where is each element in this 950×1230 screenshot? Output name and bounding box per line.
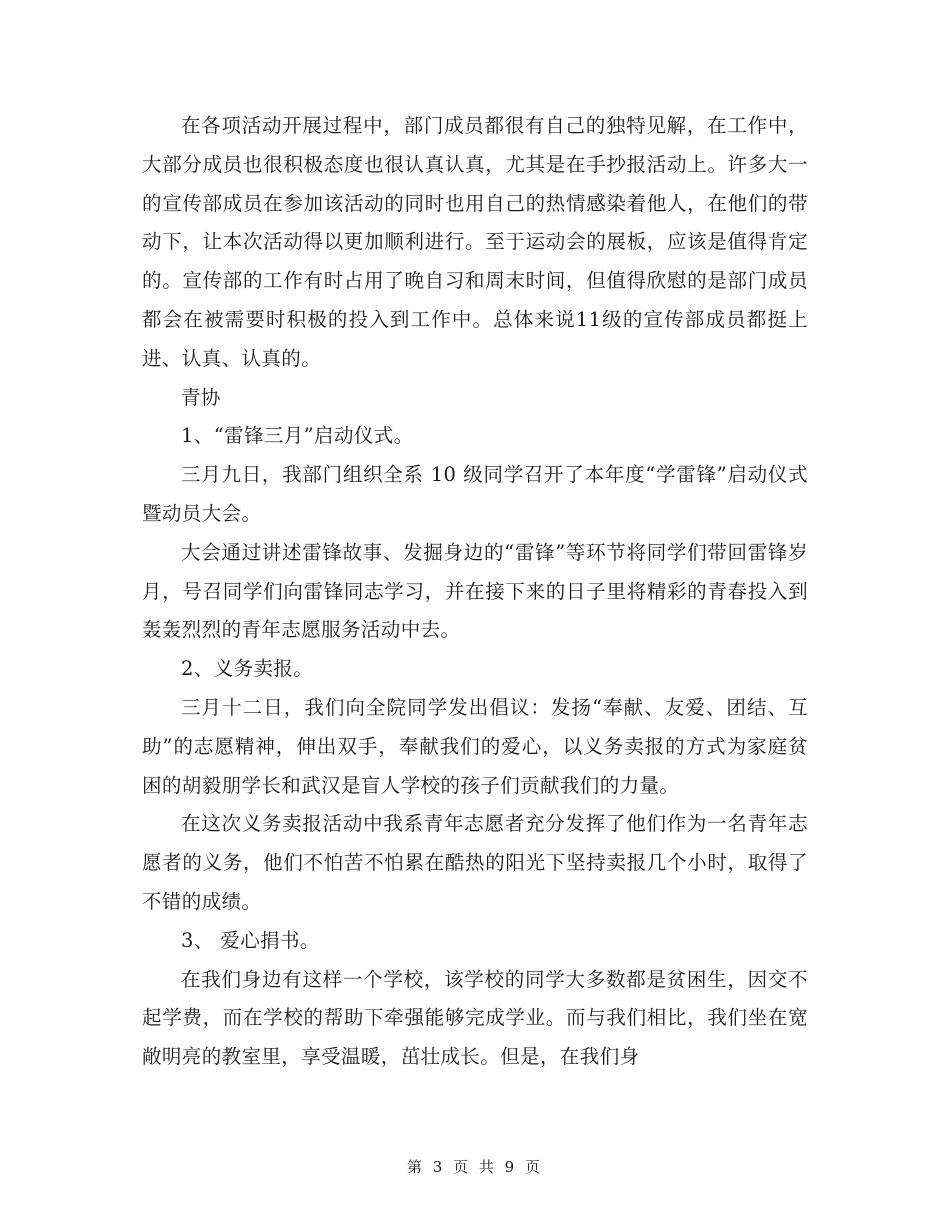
item-heading-lei-feng-march: 1、“雷锋三月”启动仪式。 [181,424,414,448]
paragraph-launch-ceremony: 三月九日，我部门组织全系 10 级同学召开了本年度“学雷锋”启动仪式暨动员大会。 [142,463,808,525]
paragraph-publicity-summary: 在各项活动开展过程中，部门成员都很有自己的独特见解，在工作中，大部分成员也很积极态度也很认真认真，尤其是在手抄报活动上。许多大一的宣传部成员在参加该活动的同时也用自己的热情感染着他人，在他们的带动下，让本次活动得以更加顺利进行。至于运动会的展板，应该是值得肯定的。宣传部的工作有时占用了晚自习和周末时间，但值得欣慰的是部门成员都会在被需要时积极的投入到工作中。总体来说11级的宣传部成员都挺上进、认真、认真的。 [142,114,808,370]
paragraph-conference-details: 大会通过讲述雷锋故事、发掘身边的“雷锋”等环节将同学们带回雷锋岁月，号召同学们向雷锋同志学习，并在接下来的日子里将精彩的青春投入到轰轰烈烈的青年志愿服务活动中去。 [142,540,808,642]
document-body [142,107,808,1077]
paragraph-charity-initiative: 三月十二日，我们向全院同学发出倡议：发扬“奉献、友爱、团结、互助”的志愿精神，伸出双手，奉献我们的爱心，以义务卖报的方式为家庭贫困的胡毅朋学长和武汉是盲人学校的孩子们贡献我们的力量。 [142,695,808,797]
item-heading-book-donation: 3、 爱心捐书。 [181,928,320,952]
paragraph-book-donation: 在我们身边有这样一个学校，该学校的同学大多数都是贫困生，因交不起学费，而在学校的帮助下牵强能够完成学业。而与我们相比，我们坐在宽敞明亮的教室里，享受温暖，茁壮成长。但是，在我们身 [142,967,808,1069]
item-heading-charity-newspaper: 2、义务卖报。 [181,657,314,681]
section-heading-youth-association: 青协 [181,385,221,409]
paragraph-charity-results: 在这次义务卖报活动中我系青年志愿者充分发挥了他们作为一名青年志愿者的义务，他们不怕苦不怕累在酷热的阳光下坚持卖报几个小时，取得了不错的成绩。 [142,812,808,913]
page-number-footer: 第 3 页 共 9 页 [407,1158,543,1176]
